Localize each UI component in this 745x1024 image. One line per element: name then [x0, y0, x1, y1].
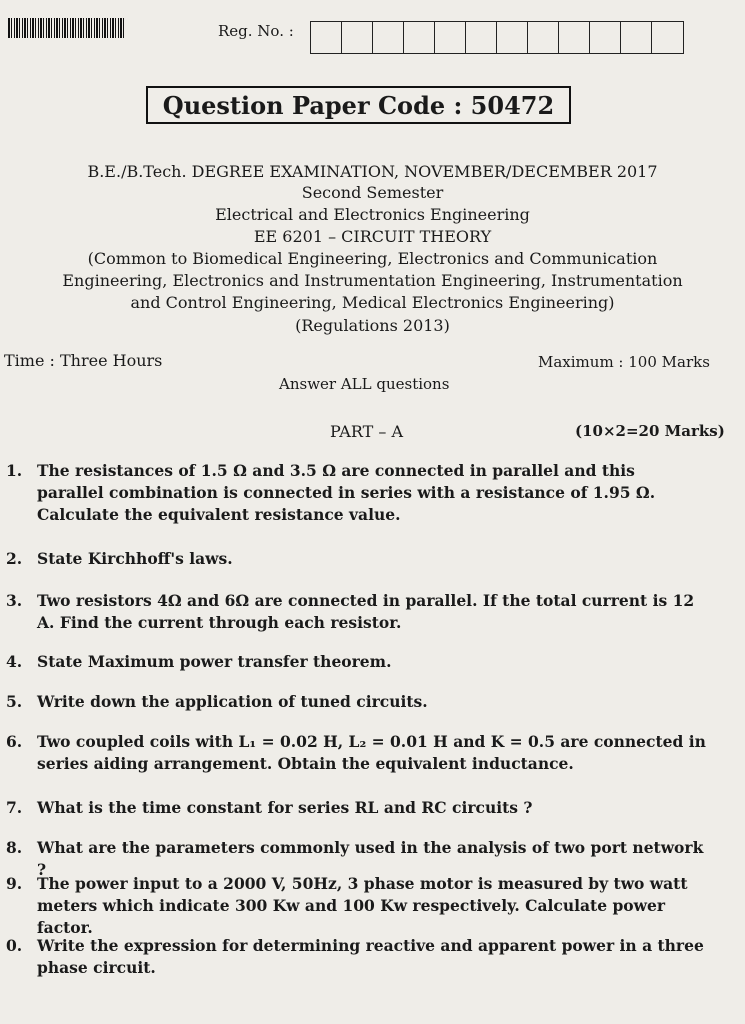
- reg-no-label: Reg. No. :: [218, 22, 294, 40]
- question-item: [6, 651, 706, 673]
- question-number: 1.: [6, 461, 23, 480]
- time-duration: Time : Three Hours: [4, 351, 163, 370]
- reg-no-box[interactable]: [652, 22, 683, 53]
- question-number: 5.: [6, 692, 23, 711]
- question-text: Two resistors 4Ω and 6Ω are connected in parallel. If the total current is 12 A. Find the current through each resistor.: [37, 591, 695, 632]
- question-paper-code: Question Paper Code : 50472: [146, 86, 571, 124]
- question-number: 0.: [6, 936, 23, 955]
- branch: Electrical and Electronics Engineering: [215, 205, 530, 224]
- common-line-3: and Control Engineering, Medical Electronics Engineering): [130, 293, 615, 312]
- reg-no-box[interactable]: [311, 22, 342, 53]
- question-text: State Maximum power transfer theorem.: [37, 652, 392, 671]
- question-item: [6, 873, 706, 939]
- reg-no-box[interactable]: [559, 22, 590, 53]
- question-item: [6, 797, 706, 819]
- question-text: The resistances of 1.5 Ω and 3.5 Ω are connected in parallel and this parallel combination is connected in series with a resistance of 1.95 Ω. Calculate the equivalent resistance value.: [37, 461, 656, 524]
- question-number: 6.: [6, 732, 23, 751]
- common-line-1: (Common to Biomedical Engineering, Electronics and Communication: [87, 249, 658, 268]
- question-text: Two coupled coils with L₁ = 0.02 H, L₂ = 0.01 H and K = 0.5 are connected in series aiding arrangement. Obtain the equivalent inductance.: [37, 732, 706, 773]
- question-text: What are the parameters commonly used in the analysis of two port network ?: [37, 838, 704, 879]
- question-text: Write the expression for determining reactive and apparent power in a three phase circuit.: [37, 936, 704, 977]
- question-number: 2.: [6, 549, 23, 568]
- question-number: 3.: [6, 591, 23, 610]
- instruction: Answer ALL questions: [279, 375, 450, 393]
- question-text: State Kirchhoff's laws.: [37, 549, 233, 568]
- reg-no-box[interactable]: [528, 22, 559, 53]
- reg-no-box[interactable]: [466, 22, 497, 53]
- course-title: EE 6201 – CIRCUIT THEORY: [253, 227, 492, 246]
- question-item: [6, 935, 706, 979]
- exam-title: B.E./B.Tech. DEGREE EXAMINATION, NOVEMBER/DECEMBER 2017: [87, 162, 658, 181]
- question-number: 8.: [6, 838, 23, 857]
- question-item: [6, 548, 706, 570]
- part-marks: (10×2=20 Marks): [575, 422, 725, 440]
- reg-no-box[interactable]: [497, 22, 528, 53]
- question-number: 7.: [6, 798, 23, 817]
- common-line-2: Engineering, Electronics and Instrumentation Engineering, Instrumentation: [62, 271, 683, 290]
- regulations: (Regulations 2013): [295, 316, 450, 335]
- question-item: [6, 590, 706, 634]
- reg-no-box[interactable]: [621, 22, 652, 53]
- semester: Second Semester: [301, 183, 444, 202]
- maximum-marks: Maximum : 100 Marks: [538, 353, 710, 371]
- reg-no-box[interactable]: [342, 22, 373, 53]
- question-text: What is the time constant for series RL and RC circuits ?: [37, 798, 533, 817]
- question-number: 4.: [6, 652, 23, 671]
- question-text: The power input to a 2000 V, 50Hz, 3 phase motor is measured by two watt meters which indicate 300 Kw and 100 Kw respectively. Calculate power factor.: [37, 874, 688, 937]
- question-item: [6, 460, 706, 526]
- barcode: [8, 18, 124, 38]
- question-item: [6, 731, 706, 775]
- reg-no-box[interactable]: [435, 22, 466, 53]
- question-item: [6, 691, 706, 713]
- question-number: 9.: [6, 874, 23, 893]
- question-text: Write down the application of tuned circuits.: [37, 692, 428, 711]
- reg-no-boxes: [310, 21, 684, 54]
- reg-no-box[interactable]: [404, 22, 435, 53]
- reg-no-box[interactable]: [590, 22, 621, 53]
- reg-no-box[interactable]: [373, 22, 404, 53]
- part-heading: PART – A: [330, 422, 404, 441]
